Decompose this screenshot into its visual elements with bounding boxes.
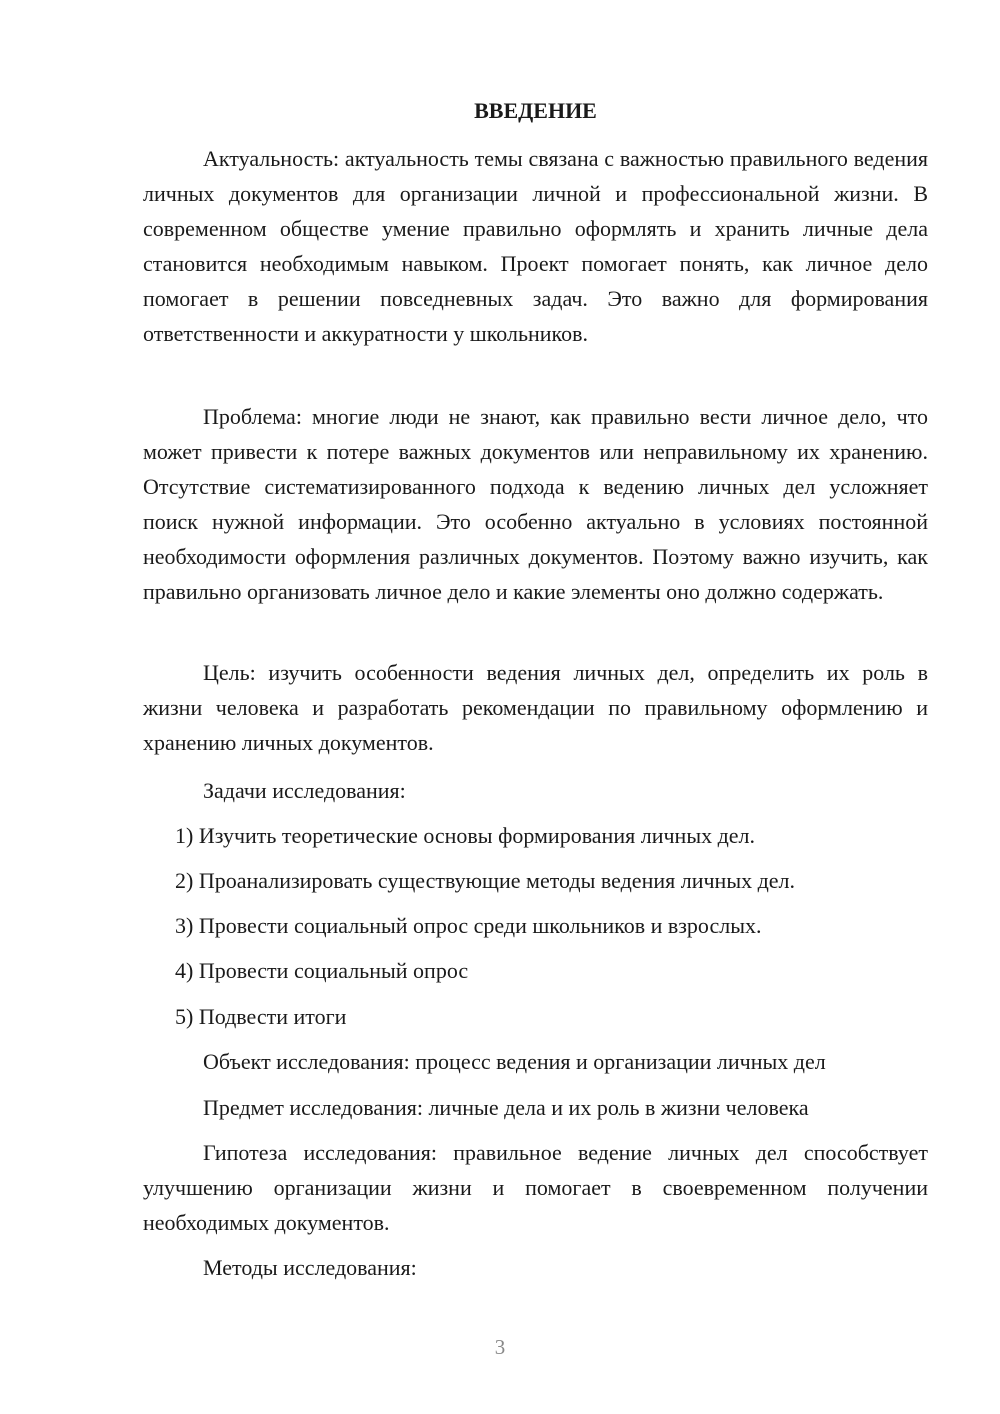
page-number: 3	[494, 1335, 506, 1359]
tasks-heading: Задачи исследования:	[203, 778, 406, 803]
task-item-4: 4) Провести социальный опрос	[175, 958, 469, 983]
research-object: Объект исследования: процесс ведения и организации личных дел	[203, 1049, 826, 1074]
task-item-5: 5) Подвести итоги	[175, 1004, 347, 1029]
task-item-3: 3) Провести социальный опрос среди школьников и взрослых.	[175, 913, 762, 938]
task-item-2: 2) Проанализировать существующие методы ведения личных дел.	[175, 868, 796, 893]
paragraph-relevance: Актуальность: актуальность темы связана с важностью правильного ведения личных документов для организации личной и профессиональной жизни. В современном обществе умение правильно оформлять и хранить личные дела становится необходимым навыком. Проект помогает понять, как личное дело помогает в решении повседневных задач. Это важно для формирования ответственности и аккуратности у школьников.	[143, 146, 928, 346]
task-item-1: 1) Изучить теоретические основы формирования личных дел.	[175, 823, 756, 848]
paragraph-problem: Проблема: многие люди не знают, как правильно вести личное дело, что может привести к потере важных документов или неправильному их хранению. Отсутствие систематизированного подхода к ведению личных дел усложняет поиск нужной информации. Это особенно актуально в условиях постоянной необходимости оформления различных документов. Поэтому важно изучить, как правильно организовать личное дело и какие элементы оно должно содержать.	[143, 404, 928, 604]
section-title: ВВЕДЕНИЕ	[474, 98, 597, 123]
research-subject: Предмет исследования: личные дела и их роль в жизни человека	[203, 1095, 809, 1120]
methods-heading: Методы исследования:	[203, 1255, 417, 1280]
research-hypothesis: Гипотеза исследования: правильное ведение личных дел способствует улучшению организации жизни и помогает в своевременном получении необходимых документов.	[143, 1140, 928, 1235]
paragraph-goal: Цель: изучить особенности ведения личных дел, определить их роль в жизни человека и разработать рекомендации по правильному оформлению и хранению личных документов.	[143, 660, 928, 755]
